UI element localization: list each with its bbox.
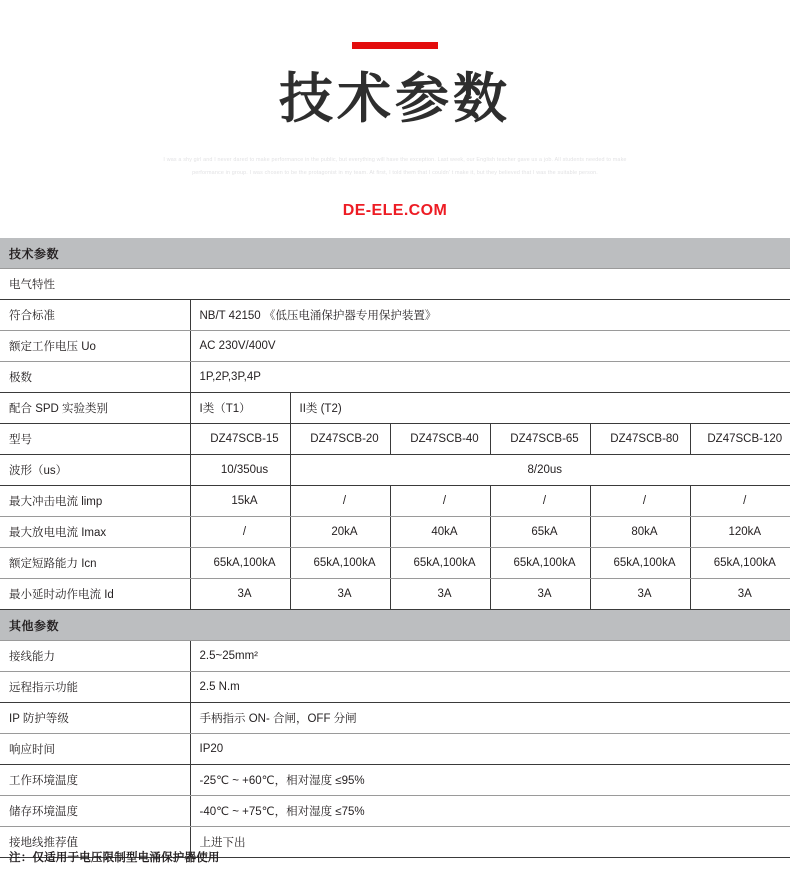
spec-table-container — [0, 238, 790, 858]
section-header-row — [0, 610, 790, 641]
model-cell: DZ47SCB-80 — [590, 424, 690, 455]
table-row — [0, 362, 790, 393]
table-row — [0, 703, 790, 734]
row-value: 2.5~25mm² — [190, 641, 790, 672]
value-cell: 3A — [390, 579, 490, 610]
value-cell: 65kA,100kA — [290, 548, 390, 579]
section-header-row — [0, 238, 790, 269]
value-cell: 40kA — [390, 517, 490, 548]
value-cell: 120kA — [690, 517, 790, 548]
value-cell: / — [590, 486, 690, 517]
table-row — [0, 579, 790, 610]
value-cell: 3A — [190, 579, 290, 610]
row-label: 最大放电电流 Imax — [0, 517, 190, 548]
table-row — [0, 486, 790, 517]
value-cell: 3A — [690, 579, 790, 610]
row-label: 配合 SPD 实验类别 — [0, 393, 190, 424]
row-value: IP20 — [190, 734, 790, 765]
table-row — [0, 424, 790, 455]
table-row — [0, 300, 790, 331]
site-domain: DE-ELE.COM — [342, 202, 448, 220]
table-row — [0, 331, 790, 362]
table-footnote: 注：仅适用于电压限制型电涌保护器使用 — [9, 852, 220, 864]
row-value: 手柄指示 ON- 合闸，OFF 分闸 — [190, 703, 790, 734]
row-value: -40℃ ~ +75℃，相对湿度 ≤75% — [190, 796, 790, 827]
row-value: 2.5 N.m — [190, 672, 790, 703]
value-cell: / — [190, 517, 290, 548]
page-title: 技术参数 — [279, 67, 511, 130]
value-cell: 3A — [490, 579, 590, 610]
row-value-class2: II类 (T2) — [290, 393, 790, 424]
row-label: 额定工作电压 Uo — [0, 331, 190, 362]
row-label: 波形（us） — [0, 455, 190, 486]
value-cell: 65kA,100kA — [390, 548, 490, 579]
section-subtitle-electrical: 电气特性 — [0, 269, 790, 300]
row-value: NB/T 42150 《低压电涌保护器专用保护装置》 — [190, 300, 790, 331]
row-label: 接地线推荐值 — [0, 827, 190, 858]
table-row — [0, 734, 790, 765]
value-cell: 20kA — [290, 517, 390, 548]
value-cell: / — [390, 486, 490, 517]
row-value: -25℃ ~ +60℃，相对湿度 ≤95% — [190, 765, 790, 796]
value-cell: / — [690, 486, 790, 517]
row-value: 上进下出 — [190, 827, 790, 858]
model-cell: DZ47SCB-120 — [690, 424, 790, 455]
row-label: 极数 — [0, 362, 190, 393]
row-label: 符合标准 — [0, 300, 190, 331]
table-row — [0, 455, 790, 486]
value-cell: / — [290, 486, 390, 517]
row-value-class1: I类（T1） — [190, 393, 290, 424]
page-hero — [0, 0, 790, 220]
row-label: 远程指示功能 — [0, 672, 190, 703]
table-row — [0, 765, 790, 796]
waveform-t2: 8/20us — [290, 455, 790, 486]
value-cell: 80kA — [590, 517, 690, 548]
model-cell: DZ47SCB-40 — [390, 424, 490, 455]
value-cell: / — [490, 486, 590, 517]
value-cell: 65kA,100kA — [490, 548, 590, 579]
section-title-technical: 技术参数 — [0, 238, 790, 269]
value-cell: 65kA — [490, 517, 590, 548]
value-cell: 3A — [290, 579, 390, 610]
model-cell: DZ47SCB-15 — [190, 424, 290, 455]
value-cell: 3A — [590, 579, 690, 610]
table-row — [0, 796, 790, 827]
table-row — [0, 641, 790, 672]
table-row — [0, 393, 790, 424]
table-row — [0, 548, 790, 579]
table-row — [0, 517, 790, 548]
row-label: 工作环境温度 — [0, 765, 190, 796]
table-row — [0, 672, 790, 703]
spec-table-body — [0, 238, 790, 858]
row-value: AC 230V/400V — [190, 331, 790, 362]
value-cell: 65kA,100kA — [590, 548, 690, 579]
spec-table — [0, 238, 790, 858]
value-cell: 65kA,100kA — [190, 548, 290, 579]
model-cell: DZ47SCB-20 — [290, 424, 390, 455]
row-label: 最大冲击电流 limp — [0, 486, 190, 517]
row-label: 储存环境温度 — [0, 796, 190, 827]
section-subtitle-row — [0, 269, 790, 300]
row-label: IP 防护等级 — [0, 703, 190, 734]
row-value: 1P,2P,3P,4P — [190, 362, 790, 393]
waveform-t1: 10/350us — [190, 455, 290, 486]
value-cell: 15kA — [190, 486, 290, 517]
row-label: 型号 — [0, 424, 190, 455]
row-label: 额定短路能力 Icn — [0, 548, 190, 579]
hero-blurb: I was a shy girl and I never dared to make performance in the public, but everything will have the exception. Last week, our English teacher gave us a job. All students needed to make performance in group. I was chosen to be the protagonist in my team. At first, I told them that I couldn' t make it, but they believed that I was the suitable person. — [163, 156, 627, 176]
row-label: 最小延时动作电流 Id — [0, 579, 190, 610]
row-label: 响应时间 — [0, 734, 190, 765]
row-label: 接线能力 — [0, 641, 190, 672]
value-cell: 65kA,100kA — [690, 548, 790, 579]
model-cell: DZ47SCB-65 — [490, 424, 590, 455]
accent-bar — [352, 42, 438, 49]
section-title-other: 其他参数 — [0, 610, 790, 641]
